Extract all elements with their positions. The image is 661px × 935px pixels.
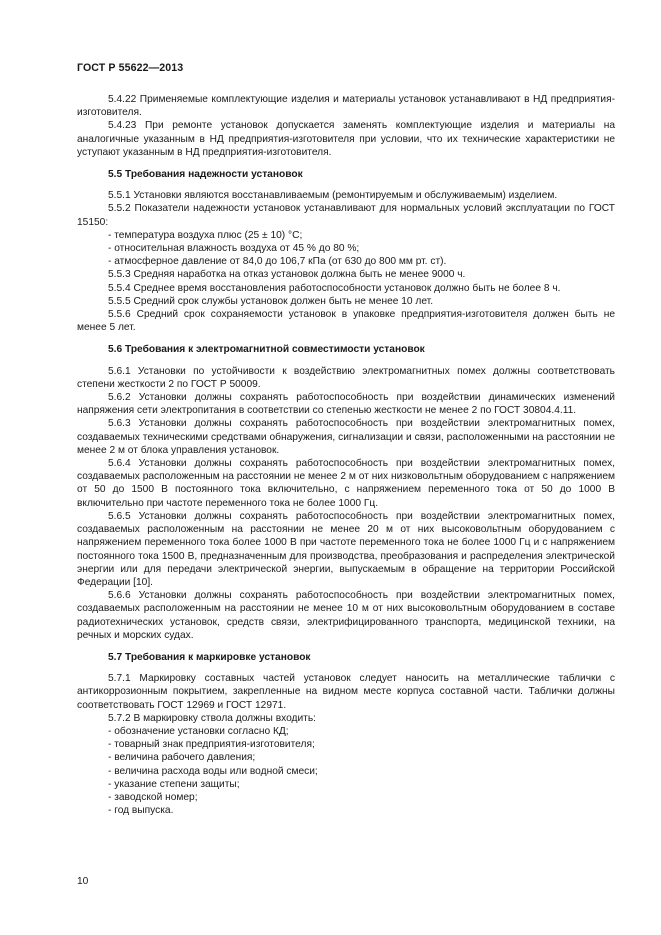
section-heading: 5.7 Требования к маркировке установок [108, 651, 311, 663]
list-item: - год выпуска. [108, 805, 174, 817]
paragraph: 5.5.1 Установки являются восстанавливаемым (ремонтируемым и обслуживаемым) изделием. [108, 190, 558, 202]
section-heading: 5.5 Требования надежности установок [108, 169, 303, 181]
paragraph: 5.5.5 Средний срок службы установок должен быть не менее 10 лет. [108, 295, 434, 307]
list-item: - относительная влажность воздуха от 45 % до 80 %; [108, 243, 360, 255]
paragraph: 5.7.1 Маркировку составных частей установок следует наносить на металлические таблички с антикоррозионным покрытием, закрепленные на видном месте корпуса составной части. Таблички должны соответствовать ГОСТ 12969 и ГОСТ 12971. [77, 673, 615, 711]
list-item: - обозначение установки согласно КД; [108, 725, 289, 737]
page-number: 10 [77, 876, 89, 887]
list-item: - атмосферное давление от 84,0 до 106,7 кПа (от 630 до 800 мм рт. ст). [108, 256, 447, 268]
list-item: - указание степени защиты; [108, 778, 240, 790]
paragraph: 5.5.4 Среднее время восстановления работоспособности установок должно быть не более 8 ч. [108, 282, 561, 294]
paragraph: 5.6.2 Установки должны сохранять работоспособность при воздействии динамических изменений напряжения сети электропитания в соответствии со степенью жесткости не менее 2 по ГОСТ 30804.4.11. [77, 392, 615, 417]
section-heading: 5.6 Требования к электромагнитной совместимости установок [108, 344, 425, 356]
paragraph: 5.4.23 При ремонте установок допускается заменять комплектующие изделия и материалы на аналогичные указанным в НД предприятия-изготовителя при условии, что их технические характеристики не уступают указанным в НД предприятия-изготовителя. [77, 120, 615, 158]
paragraph: 5.5.2 Показатели надежности установок устанавливают для нормальных условий эксплуатации по ГОСТ 15150: [77, 203, 615, 228]
document-header: ГОСТ Р 55622—2013 [77, 62, 184, 74]
paragraph: 5.4.22 Применяемые комплектующие изделия и материалы установок устанавливают в НД предприятия-изготовителя. [77, 94, 615, 119]
document-body [77, 93, 615, 817]
paragraph: 5.6.4 Установки должны сохранять работоспособность при воздействии электромагнитных помех, создаваемых расположенным на расстоянии не менее 2 м от них низковольтным оборудованием с напряжением от 50 до 1500 В постоянного тока включительно, с напряжением переменного тока от 50 до 1000 В включительно при частоте переменного тока не более 1000 Гц. [77, 458, 615, 509]
list-item: - температура воздуха плюс (25 ± 10) °С; [108, 229, 303, 241]
list-item: - величина расхода воды или водной смеси; [108, 765, 318, 777]
paragraph: 5.6.6 Установки должны сохранять работоспособность при воздействии электромагнитных помех, создаваемых расположенным на расстоянии не менее 10 м от них высоковольтным оборудованием в составе радиотехнических установок, средств связи, электрифицированного транспорта, медицинской техники, на речных и морских судах. [77, 590, 615, 641]
paragraph: 5.7.2 В маркировку ствола должны входить: [108, 712, 316, 724]
list-item: - заводской номер; [108, 791, 198, 803]
paragraph: 5.6.3 Установки должны сохранять работоспособность при воздействии электромагнитных помех, создаваемых техническими средствами обнаружения, сигнализации и связи, расположенными на расстоянии не менее 2 м от блока управления установок. [77, 418, 615, 456]
paragraph: 5.5.3 Средняя наработка на отказ установок должна быть не менее 9000 ч. [108, 269, 466, 281]
paragraph: 5.5.6 Средний срок сохраняемости установок в упаковке предприятия-изготовителя должен быть не менее 5 лет. [77, 309, 615, 334]
paragraph: 5.6.5 Установки должны сохранять работоспособность при воздействии электромагнитных помех, создаваемых расположенным на расстоянии не менее 20 м от них высоковольтным оборудованием с напряжением переменного тока более 1000 В при частоте переменного тока не более 1000 Гц и с напряжением постоянного тока 1500 В, предназначенным для производства, преобразования и распределения электрической энергии или для передачи электрической энергии, выпускаемым в обращение на территории Российской Федерации [10]. [77, 510, 615, 588]
list-item: - величина рабочего давления; [108, 752, 256, 764]
list-item: - товарный знак предприятия-изготовителя; [108, 739, 315, 751]
paragraph: 5.6.1 Установки по устойчивости к воздействию электромагнитных помех должны соответствовать степени жесткости 2 по ГОСТ Р 50009. [77, 365, 615, 390]
